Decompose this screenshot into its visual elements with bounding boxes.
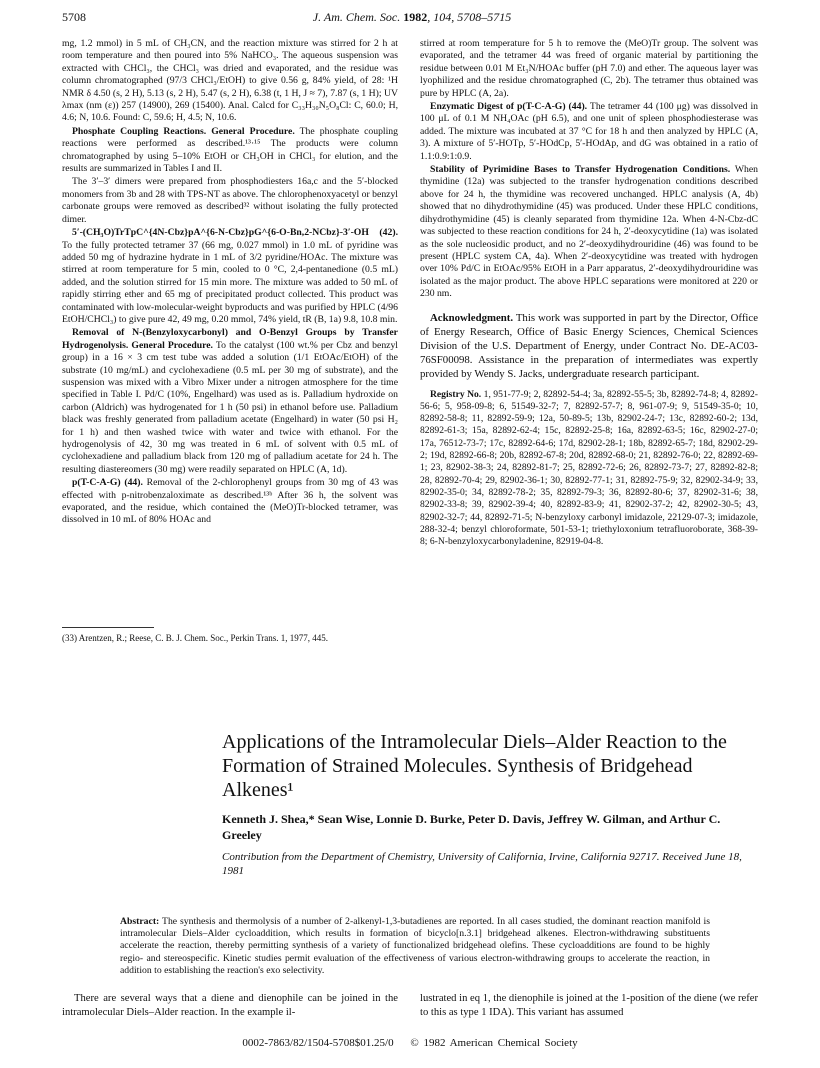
article-authors: Kenneth J. Shea,* Sean Wise, Lonnie D. Burke, Peter D. Davis, Jeffrey W. Gilman, and Arthur C. Greeley xyxy=(222,812,721,842)
acknowledgment-text: This work was supported in part by the Director, Office of Energy Research, Office of Basic Energy Sciences, Chemical Sciences Division of the U.S. Department of Energy, under Contract No. DE-AC03-76SF00098. Assistance in the preparation of intermediates was expertly provided by Wendy S. Jacks, undergraduate research participant. xyxy=(420,311,758,380)
paragraph xyxy=(62,477,398,527)
paragraph-text: When thymidine (12a) was subjected to the transfer hydrogenation conditions described above for 24 h, the thymidine was recovered unchanged. HPLC analysis (A, 4b) showed that no dihydrothymidine (45) was produced. Under these HPLC conditions, dihydrothymidine (45) is cleanly separated from thymidine 12a. When 4-N-Cbz-dC was subjected to these reaction conditions for 24 h, 2′-deoxycytidine (1a) was isolated as the sole nucleosidic product, and no 2′-deoxydihydrouridine (46) was found to be present (HPLC system CA, 4a). When 2′-deoxycytidine was treated with hydrogen over 10% Pd/C in EtOAc/95% EtOH in a Parr apparatus, 2′-deoxydihydrouridine was isolated as the major product. The above HPLC separations were monitored at 220 or 230 nm. xyxy=(420,164,758,300)
abstract xyxy=(120,916,710,977)
page-number: 5708 xyxy=(62,10,86,24)
paragraph-heading: Removal of N-(Benzyloxycarbonyl) and O-Benzyl Groups by Transfer Hydrogenolysis. General Procedure. xyxy=(62,327,398,351)
paragraph: mg, 1.2 mmol) in 5 mL of CH₃CN, and the reaction mixture was stirred for 2 h at room temperature and then poured into 5% NaHCO₃. The aqueous suspension was extracted with CHCl₃, the CHCl₃ was dried and evaporated, and the residue was column chromatographed (97/3 CHCl₃/EtOH) to give 0.56 g, 84% yield, of 28: ¹H NMR δ 4.50 (s, 2 H), 5.13 (s, 2 H), 5.47 (s, 2 H), 6.38 (t, 1 H, J ≈ 7), 7.87 (s, 1 H); UV λmax (nm (ε)) 257 (14900), 269 (15400). Anal. Calcd for C₃₃H₃₀N₅O₈Cl: C, 60.0; H, 4.6; N, 10.6. Found: C, 59.6; H, 4.5; N, 10.6. xyxy=(62,38,398,124)
article-title: Applications of the Intramolecular Diels–Alder Reaction to the Formation of Strained Molecules. Synthesis of Bridgehead Alkenes¹ xyxy=(222,731,727,801)
footnote: (33) Arentzen, R.; Reese, C. B. J. Chem. Soc., Perkin Trans. 1, 1977, 445. xyxy=(62,633,328,643)
paragraph xyxy=(62,227,398,326)
article-affiliation: Contribution from the Department of Chemistry, University of California, Irvine, California 92717. Received June 18, 1981 xyxy=(222,851,742,877)
acknowledgment xyxy=(420,311,758,381)
paragraph-heading: p(T-C-A-G) (44). xyxy=(72,477,143,489)
paragraph-heading: Enzymatic Digest of p(T-C-A-G) (44). xyxy=(430,101,588,113)
paragraph-text: Removal of the 2-chlorophenyl groups from 30 mg of 43 was effected with p-nitrobenzaloximate as described.¹³ᵇ After 36 h, the solvent was evaporated, and the residue, which contained the (MeO)Tr-blocked tetramer, was dissolved in 10 mL of 80% HOAc and xyxy=(62,477,398,526)
copyright: © 1982 American Chemical Society xyxy=(410,1037,578,1049)
abstract-text: The synthesis and thermolysis of a number of 2-alkenyl-1,3-butadienes are reported. In all cases studied, the dominant reaction manifold is intramolecular Diels–Alder cycloaddition, which results in formation of bicyclo[n.3.1] bridgehead alkenes. Electron-withdrawing substituents accelerate the reaction, thereby permitting synthesis of a variety of functionalized bridgehead olefins. These cycloadditions are found to be highly regio- and stereospecific. Kinetic studies permit evaluation of the effectiveness of various electron-withdrawing groups to accelerate the reaction, in addition to establishing the reaction's exo selectivity. xyxy=(120,916,710,976)
paragraph xyxy=(62,126,398,176)
paragraph-text: To the fully protected tetramer 37 (66 mg, 0.027 mmol) in 1.0 mL of pyridine was added 50 mg of hydrazine hydrate in 1 mL of 3/2 pyridine/HOAc. The mixture was stirred at room temperature for 5 min, cooled to 0 °C, 2,4-pentanedione (0.5 mL) added, and the solution stirred for 15 min more. The mixture was added to 50 mL of rapidly stirring ether and 65 mg of precipitated product collected. This product was contaminated with low-molecular-weight byproducts and was purified by HPLC (4/96 EtOH/CHCl₃) to give pure 42, 49 mg, 0.20 mmol, 74% yield, tR (B, 1a) 9.8, 10.8 min. xyxy=(62,239,398,325)
footnote-divider xyxy=(62,627,154,628)
running-header xyxy=(62,10,762,26)
acknowledgment-heading: Acknowledgment. xyxy=(430,311,514,324)
paragraph-text: The phosphate coupling reactions were performed as described.¹³·¹⁵ The products were column chromatographed by using 5–10% EtOH or CH₃OH in CHCl₃ for elution, and the results are summarized in Tables I and II. xyxy=(62,125,398,175)
paragraph xyxy=(420,164,758,300)
journal-volume: 104 xyxy=(433,10,452,24)
abstract-heading: Abstract: xyxy=(120,916,160,927)
journal-pages: 5708–5715 xyxy=(457,10,512,24)
paragraph xyxy=(420,101,758,163)
paragraph-text: The tetramer 44 (100 μg) was dissolved in 100 μL of 0.1 M NH₄OAc (pH 6.5), and one unit of spleen phosphodiesterase was added. The mixture was incubated at 37 °C for 18 h and then analyzed by HPLC (A, 3). A mixture of 5′-HOTp, 5′-HOdCp, 5′-HOdAp, and dG was obtained in a ratio of 1.1:0.9:1:0.9. xyxy=(420,101,758,162)
page-footer xyxy=(62,1037,758,1049)
body-text-left: There are several ways that a diene and dienophile can be joined in the intramolecular Diels–Alder reaction. In the example il- xyxy=(62,993,398,1018)
registry-numbers xyxy=(420,389,758,549)
paragraph: stirred at room temperature for 5 h to remove the (MeO)Tr group. The solvent was evaporated, and the tetramer 44 was freed of organic material by partitioning the residue between 0.01 M Et₃N/HOAc buffer (pH 7.0) and ether. The aqueous layer was lyophilized and the residue chromatographed (C, 2b). The tetramer thus obtained was pure by HPLC (A, 2a). xyxy=(420,38,758,99)
compound-heading: 5′-(CH₃O)TrTpC^{4N-Cbz}pA^{6-N-Cbz}pG^{6-O-Bn,2-NCbz}-3′-OH (42). xyxy=(72,227,398,239)
right-column xyxy=(420,38,758,658)
body-text-right: lustrated in eq 1, the dienophile is joined at the 1-position of the diene (we refer to this as type 1 IDA). This variant has assumed xyxy=(420,993,758,1018)
journal-name: J. Am. Chem. Soc. xyxy=(312,10,401,24)
paragraph: The 3′–3′ dimers were prepared from phosphodiesters 16a,c and the 5′-blocked monomers from 3b and 28 with TPS-NT as above. The chlorophenoxyacetyl or benzyl carbonate groups were removed as described³² without isolating the fully protected dimer. xyxy=(62,176,398,225)
paragraph-heading: Stability of Pyrimidine Bases to Transfer Hydrogenation Conditions. xyxy=(430,164,731,176)
journal-citation: J. Am. Chem. Soc. 1982, 104, 5708–5715 xyxy=(312,10,512,24)
paragraph xyxy=(62,327,398,476)
registry-text: 1, 951-77-9; 2, 82892-54-4; 3a, 82892-55-5; 3b, 82892-74-8; 4, 82892-56-6; 5, 958-09-8; 6, 51549-32-7; 7, 82892-57-7; 8, 961-07-9; 9, 51549-35-0; 10, 82892-58-8; 11, 82892-59-9; 12a, 50-89-5; 13b, 82902-24-7; 13c, 82892-60-2; 13d, 82892-61-3; 15a, 82892-62-4; 15c, 82892-25-8; 16a, 82892-63-5; 16c, 82902-27-0; 17a, 76512-73-7; 17c, 82892-64-6; 17d, 82902-28-1; 18b, 82892-65-7; 18d, 82902-29-2; 19d, 82892-66-8; 20b, 82892-67-8; 20d, 82892-68-0; 21, 82892-76-0; 22, 82892-69-1; 23, 82902-38-3; 24, 82892-81-7; 25, 82892-72-6; 26, 82892-73-7; 27, 82892-82-8; 28, 82892-70-4; 29, 82902-36-1; 30, 82892-77-1; 31, 82892-75-9; 32, 82902-34-9; 33, 82902-35-0; 34, 82892-78-2; 35, 82892-79-3; 36, 82892-80-6; 37, 82902-31-6; 38, 82902-33-8; 39, 82902-39-4; 40, 82892-83-9; 41, 82902-37-2; 42, 82902-30-5; 43, 82902-32-7; 44, 82892-71-5; N-benzyloxy carbonyl imidazole, 22129-07-3; imidazole, 288-32-4; benzyl chloroformate, 501-53-1; triethyloxonium tetrafluoroborate, 368-39-8; 6-N-benzyloxycarbonyladenine, 82919-04-8. xyxy=(420,388,758,548)
journal-year: 1982 xyxy=(403,10,428,24)
paragraph-text: To the catalyst (100 wt.% per Cbz and benzyl group) in a 16 × 3 cm test tube was added a solution (1/1 EtOAc/EtOH) of the substrate (10 mg/mL) and cyclohexadiene (0.5 mL per 30 mg of substrate), and the suspension was mixed with a Vibro Mixer under a nitrogen atmosphere for the time specified in Table I. Pd/C (10%, Engelhard) was used as is. Palladium hydroxide on carbon (Aldrich) was hydrogenated for 1 h (50 psi) in ethanol before use. Palladium black was freshly generated from palladium acetate (Engelhard) in water (50 psi H₂ for 1 h) and then washed twice with water and twice with ethanol. For the hydrogenolysis of 42, 30 mg was treated in 6 mL of solvent with 0.5 mL of cyclohexadiene and palladium black from 120 mg of palladium acetate for 24 h. The resulting diastereomers (30 mg) were readily separated on HPLC (A, 1d). xyxy=(62,339,398,475)
registry-heading: Registry No. xyxy=(430,388,482,400)
article-code: 0002-7863/82/1504-5708$01.25/0 xyxy=(242,1037,394,1049)
left-column xyxy=(62,38,398,618)
paragraph-heading: Phosphate Coupling Reactions. General Procedure. xyxy=(72,125,295,137)
